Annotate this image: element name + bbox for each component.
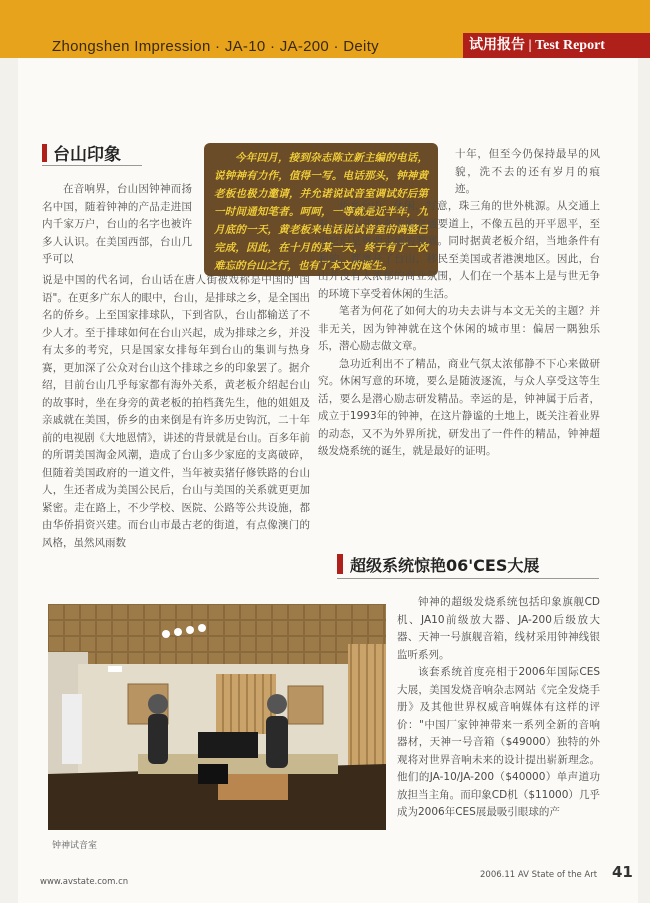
paragraph: 笔者为何花了如何大的功夫去讲与本文无关的主题？并非无关，因为钟神就在这个休闲的城市里：偏居一隅独乐乐，潜心励志做文章。 xyxy=(318,305,600,352)
title-bar xyxy=(337,554,343,574)
listening-room-illustration xyxy=(48,604,386,830)
title-bar xyxy=(42,144,47,162)
heading-underline xyxy=(337,578,599,579)
section-tag: 试用报告 | Test Report xyxy=(463,33,650,58)
section-title-ces: 超级系统惊艳06'CES大展 xyxy=(337,553,539,576)
header-series: Zhongshen Impression · JA-10 · JA-200 · Deity xyxy=(52,38,379,55)
article-text-right xyxy=(318,198,600,461)
page-number: 41 xyxy=(612,863,633,881)
intro-callout: 今年四月，接到杂志陈立新主编的电话，说钟神有力作，值得一写。电话那头，钟神黄老板也极力邀请，并允诺说试音室调试好后第一时间通知笔者。呵呵，一等就是近半年，九月底的一天，黄老板来电话说试音室的调整已完成，因此，在十月的某一天，终于有了一次难忘的台山之行，也有了本文的诞生。 xyxy=(204,143,438,276)
heading-underline xyxy=(42,165,142,166)
article-text-left-narrow: 在音响界，台山因钟神而扬名中国，随着钟神的产品走进国内千家万户，台山的名字也被许多人认识。在美国西部，台山几乎可以 xyxy=(42,183,192,265)
article-text-right-bottom xyxy=(397,594,600,822)
footer-magazine: 2006.11 AV State of the Art xyxy=(480,870,598,880)
article-text-right-top: 十年，但至今仍保持最早的风貌，洗不去的还有岁月的痕迹。 xyxy=(455,148,600,195)
paragraph: 钟神的超级发烧系统包括印象旗舰CD机、JA10前级放大器、JA-200后级放大器、天神一号旗舰音箱，线材采用钟神线银监听系列。 xyxy=(397,596,600,661)
article-text-left: 说是中国的代名词，台山话在唐人街被戏称是中国的"国语"。在更多广东人的眼中，台山，是排球之乡，是全国出名的侨乡。上至国家排球队，下到省队，台山都输送了不少人才。至于排球如何在台山兴起，成为排球之乡，并没有太多的考究，只是国家女排每年到台山的集训与热身赛，更加深了公众对台山这个排球之乡的印象罢了。据介绍，目前台山几乎每家都有海外关系，黄老板介绍起台山的故事时，坐在身旁的黄老板的拍档龚先生，他的姐姐及亲戚就在美国，侨乡的由来倒是有许多历史钩沉，二十年前的电视剧《大地恩情》，讲述的背景就是台山。百多年前的所谓美国淘金风潮，造成了台山多少家庭的支离破碎，但随着美国政府的一道文件，当年被卖猪仔修铁路的台山人，生还者成为美国公民后，台山与美国的关系就更更加紧密。走在路上，不少学校、医院、公路等公共设施，都由华侨捐资兴建。而台山市最古老的街道，有点像澳门的风格，虽然风雨数 xyxy=(42,274,310,549)
paragraph: 侨乡台山，休闲，写意，珠三角的世外桃源。从交通上看，台山并不在主流交通要道上，不像五邑的开平恩平，至少它们是粤西走廊的要塞。同时据黄老板介绍，当地条件有利的，都离开了台山，移民至美国或者港澳地区。因此，台山并没有太浓郁的商业氛围，人们在一个基本上是与世无争的环境下享受着休闲的生活。 xyxy=(318,200,600,300)
footer-url: www.avstate.com.cn xyxy=(40,877,129,887)
header-band xyxy=(0,0,650,58)
paragraph: 该套系统首度亮相于2006年国际CES大展，美国发烧音响杂志网站《完全发烧手册》及其他世界权威音响媒体有这样的评价："中国厂家钟神带来一系列全新的音响器材，天神一号音箱（$49000）独特的外观将对世界音响未来的设计提出崭新理念。他们的JA-10/JA-200（$40000）单声道功放担当主角。而印象CD机（$11000）几乎成为2006年CES展最吸引眼球的产 xyxy=(397,666,600,818)
listening-room-photo xyxy=(48,604,386,830)
section-title-taishan: 台山印象 xyxy=(42,140,121,165)
paragraph: 急功近利出不了精品，商业气氛太浓郁静不下心来做研究。休闲写意的环境，要么是随波逐流，与众人享受这等生活，要么是潜心励志研发精品。幸运的是，钟神属于后者，成立于1993年的钟神，在这片静谧的土地上，既关注着业界的动态，又不为外界所扰，研发出了一件件的精品，钟神超级发烧系统的诞生，就是最好的证明。 xyxy=(318,357,600,457)
photo-caption: 钟神试音室 xyxy=(52,841,98,851)
